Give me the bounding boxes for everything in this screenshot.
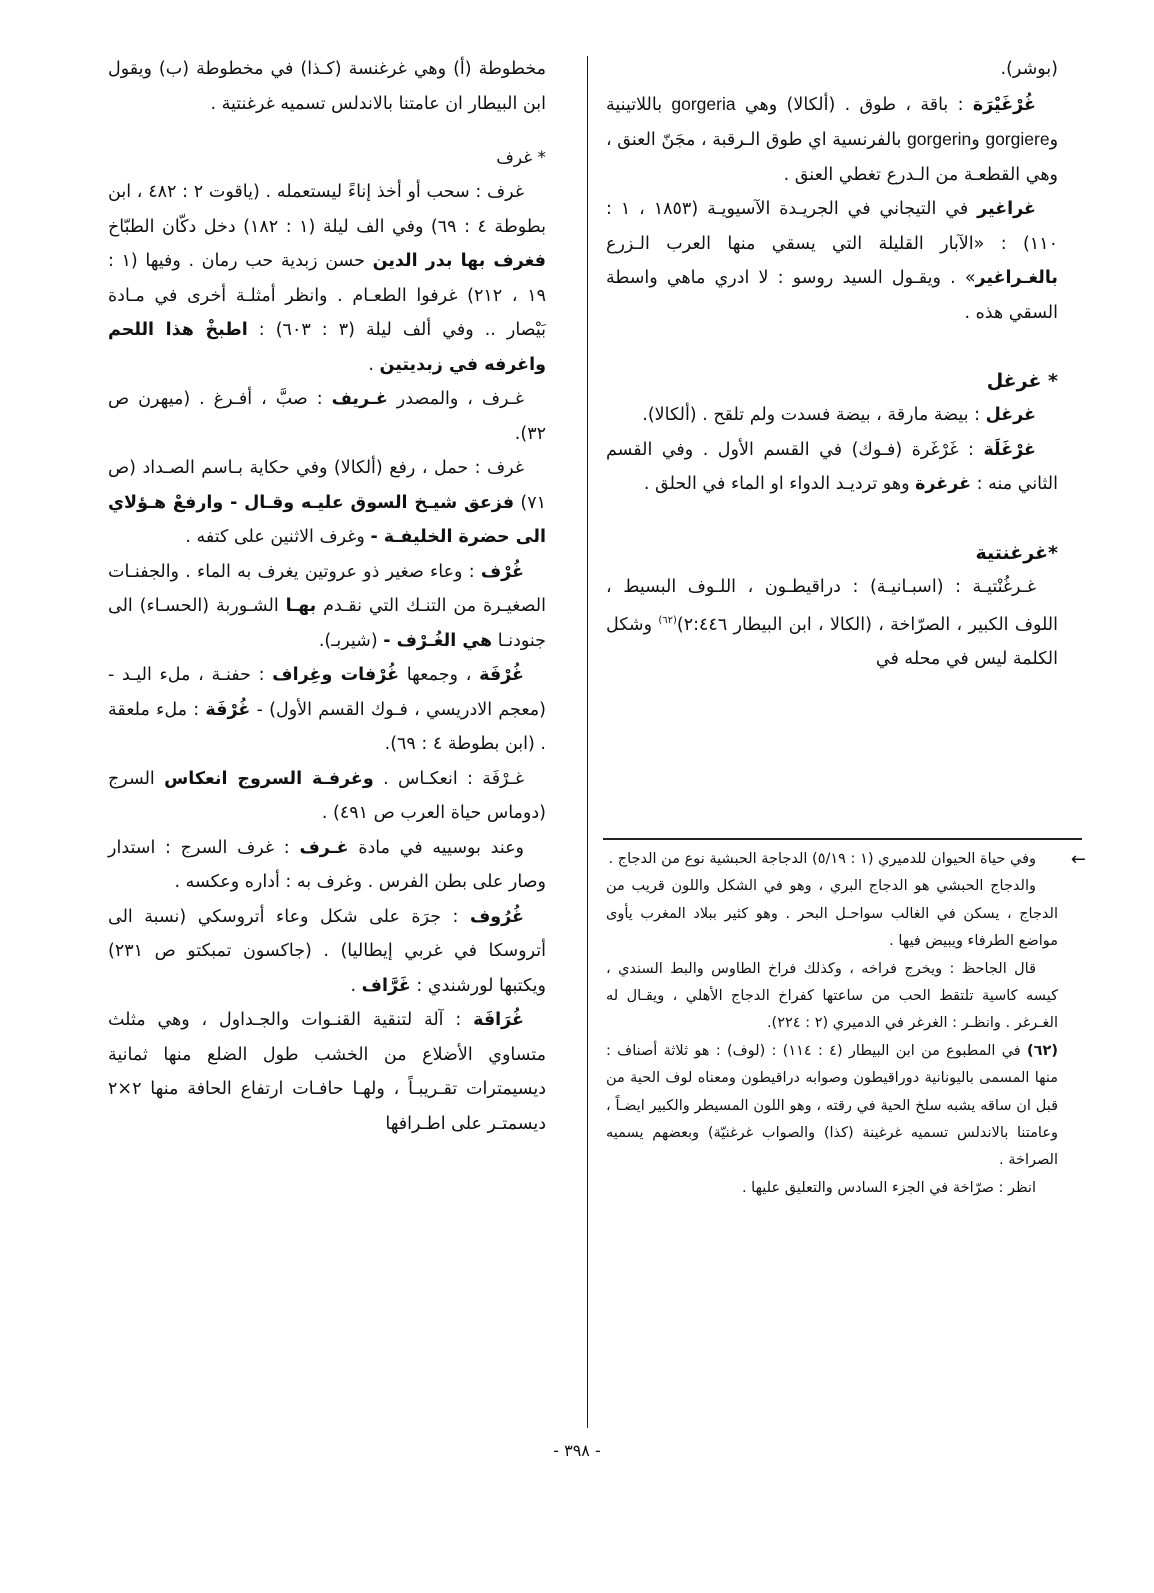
footnote-paragraph: انظر : صرّاخة في الجزء السادس والتعليق عليها . (741, 1179, 1036, 1196)
entry-text: وهو ترديـد الدواء او الماء في الحلق . (643, 474, 916, 494)
entry-text: . (368, 354, 380, 375)
section-heading-gharafa: * غرف (496, 148, 546, 168)
text-paragraph: (بوشر). (1000, 59, 1058, 79)
bold-phrase: غُرْفات وغِراف (272, 665, 400, 685)
entry-text: (شيربـ). (318, 630, 384, 651)
footnote-divider (603, 838, 1082, 840)
entry-term: غراغير (977, 199, 1036, 219)
entry-text: غـرغُنْتيـة : (اسبـانيـة) : دراقيطـون ، اللـوف البسيط ، اللوف الكبير ، الصرّاخة ، (الكالا ، ابن البيطار ٢:٤٤٦) (606, 576, 1058, 635)
entry-text: حسن زبدية حب رمان . وفيها (١ : ١٩ ، ٢١٢) غرفوا الطعـام . وانظر أمثلـة أخرى في مـادة بَيْصار .. وفي ألف ليلة (٣ : ٦٠٣) : (108, 251, 547, 340)
entry-text: : غرف السرج : استدار وصار على بطن الفرس . وغرف به : أداره وعكسه . (108, 837, 546, 892)
entry-text: : آلة لتنقية القنـوات والجـداول ، وهي مثلث متساوي الأضلاع من الخشب طول الضلع منها ثمانية ديسيمترات تقـريبـاً ، ولهـا حافـات ارتفاع الحافة منها ٢×٢ ديسمتـر على اطـرافها (108, 1010, 546, 1134)
entry-gharafa-carry (108, 451, 546, 555)
entry-ghareef (108, 382, 546, 451)
entry-text: وشكل الكلمة ليس في محله في (606, 614, 1058, 670)
entry-text: : جرَة على شكل وعاء أتروسكي (نسبة الى أتروسكا في غربي إيطاليا) . (جاكسون تمبكتو ص ٢٣١) ويكتبها لورشندي : (108, 906, 546, 996)
right-column (606, 52, 1058, 677)
section-heading-gharghuntiya: *غرغنتية (975, 541, 1058, 564)
bold-phrase: غُرْفَة (205, 699, 251, 720)
entry-bocthor (108, 831, 546, 900)
footnote-number: (٦٢) (1027, 1042, 1058, 1059)
continuation-arrow-icon: ← (1070, 849, 1086, 870)
entry-ghurafa (108, 1003, 546, 1141)
entry-text: : وعاء صغير ذو عروتين يغرف به الماء . والجفنـات الصغيـرة من التنـك التي نقـدم (108, 561, 547, 616)
entry-ghurfa (108, 658, 546, 762)
bold-phrase: اطبخْ هذا اللحم واغرفه في زبديتين (108, 320, 546, 375)
left-column (108, 52, 546, 1141)
entry-text: ، وجمعها (399, 665, 480, 685)
entry-text: و (971, 130, 986, 150)
column-divider (587, 56, 588, 1428)
footnote-text: في المطبوع من ابن البيطار (٤ : ١١٤) : (لوف) : هو ثلاثة أصناف : منها المسمى باليونانية دوراقيطون وصوابه دراقيطون ومعناه لوف الحية من قبل ان ساقه يشبه سلخ الحية في رقته ، وهو اللون المسيطر والكبير ايضـاً ، وعامتنا بالاندلس تسميه غرغينة (كذا) والصواب غرغنيّة) وبعضهم يسميه الصراخة . (606, 1042, 1058, 1169)
entry-text: : غَرْغَرة (فـوك) في القسم الأول . وفي القسم الثاني منه : (606, 439, 1058, 494)
entry-text: غرف : حمل ، رفع (ألكالا) وفي حكاية بـاسم الصـداد (ص ٧١) (108, 458, 547, 513)
entry-text: الشـوربة (الحسـاء) الى جنودنـا (108, 596, 546, 651)
entry-term: غُرُوف (469, 906, 524, 927)
entry-term: غُرْف (480, 561, 524, 582)
entry-gorgeria (606, 87, 1058, 193)
footnote-paragraph: قال الجاحظ : ويخرج فراخه ، وكذلك فراخ الطاوس والبط السندي ، كيسه كاسية تلتقط الحب من ساعتها كفراخ الدجاج الأهلي ، ويقـال له الغـرغر . وانظـر : الغرغر في الدميري (٢ : ٢٢٤). (606, 960, 1058, 1032)
entry-term: غُرْفَة (479, 665, 524, 685)
entry-text: : ملء ملعقة . (ابن بطوطة ٤ : ٦٩). (108, 699, 546, 754)
entry-text: غرف : سحب أو أخذ إناءً ليستعمله . (ياقوت ٢ : ٤٨٢ ، ابن بطوطة ٤ : ٦٩) وفي الف ليلة (١ : ١٨٢) دخل دكّان الطبّاخ (108, 182, 547, 237)
entry-gharghala (606, 433, 1058, 502)
latin-word: gorgiere (985, 129, 1050, 149)
entry-term: غُرَافَة (473, 1010, 524, 1030)
footnotes (606, 846, 1058, 1202)
entry-ghurfa-reflection (108, 762, 546, 831)
entry-text: : حفنـة ، ملء اليـد - (معجم الادريسي ، فـوك القسم الأول) - (108, 665, 546, 720)
entry-text: غـرْفَة : انعكـاس . (373, 768, 524, 789)
page-number: - ٣٩٨ - (553, 1441, 601, 1460)
entry-text: وغرف الاثنين على كتفه . (185, 527, 371, 547)
entry-text: باللاتينية و (606, 94, 1059, 150)
entry-term: غرغل (985, 405, 1036, 425)
bold-phrase: بالغـراغير (975, 268, 1058, 288)
section-heading-gharghal: * غرغل (986, 370, 1058, 392)
bold-phrase: غـرف (299, 837, 349, 858)
entry-text: غـرف ، والمصدر (387, 389, 524, 409)
footnote-ref: (٦٢) (658, 615, 677, 626)
footnote-paragraph: والدجاج الحبشي هو الدجاج البري ، وهو في الشكل واللون قريب من الدجاج ، يسكن في الغالب سواحـل البحر . وهو كثير ببلاد المغرب يأوى مواضع الطرفاء ويبيض فيها . (606, 878, 1058, 950)
entry-ghurf (108, 555, 546, 659)
bold-phrase: غـريف (331, 389, 388, 409)
entry-text: : بيضة مارقة ، بيضة فسدت ولم تلقح . (ألكالا). (642, 405, 986, 425)
entry-text: بالفرنسية اي طوق الـرقبة ، مجَنّ العنق ، وهي القطعـة من الـدرع تغطي العنق . (606, 130, 1058, 185)
entry-gharghuntiya (606, 570, 1058, 677)
footnote-paragraph: وفي حياة الحيوان للدميري (١ : ٥/١٩) الدجاجة الحبشية نوع من الدجاج . (608, 851, 1036, 867)
entry-text: : صبَّ ، أفـرغ . (ميهرن ص ٣٢). (108, 389, 546, 444)
bold-phrase: فزعق شيـخ السوق عليـه وقـال - وارفعْ هـؤلاي الى حضرة الخليفـة - (108, 492, 546, 547)
bold-phrase: فغرف بها بدر الدين (372, 251, 546, 271)
entry-text: السرج (دوماس حياة العرب ص ٤٩١) . (108, 768, 546, 823)
entry-text: في التيجاني في الجريـدة الآسيويـة (١٨٥٣ ، ١ : ١١٠) : «الآبار القليلة التي يسقي منها العرب الـزرع (606, 199, 1058, 254)
entry-text: : باقة ، طوق . (ألكالا) وهي (735, 94, 973, 115)
bold-phrase: هي الغُـرْف - (383, 630, 493, 651)
entry-gharghal (606, 398, 1058, 433)
entry-term: غرْغَلَة (983, 439, 1036, 460)
footnote-62 (606, 1038, 1058, 1175)
entry-term: غُرْغَيْرَة (972, 94, 1036, 115)
bold-phrase: وغرفـة السروج انعكاس (164, 768, 374, 789)
entry-text: » . ويقـول السيد روسو : لا ادري ماهي واسطة السقي هذه . (606, 268, 1058, 323)
entry-gharafa (108, 175, 546, 382)
latin-word: gorgerin (907, 129, 972, 149)
entry-gharaghir (606, 192, 1058, 330)
entry-text: وعند بوسييه في مادة (348, 837, 524, 858)
text-paragraph: مخطوطة (أ) وهي غرغنسة (كـذا) في مخطوطة (ب) ويقول ابن البيطار ان عامتنا بالاندلس تسميه غرغنتية . (108, 59, 546, 114)
latin-word: gorgeria (671, 93, 736, 114)
entry-text: . (350, 975, 362, 996)
bold-phrase: غَرَّاف (361, 975, 411, 996)
bold-phrase: بهـا (285, 596, 317, 616)
bold-phrase: غرغرة (915, 474, 972, 494)
entry-ghuruf (108, 900, 546, 1004)
